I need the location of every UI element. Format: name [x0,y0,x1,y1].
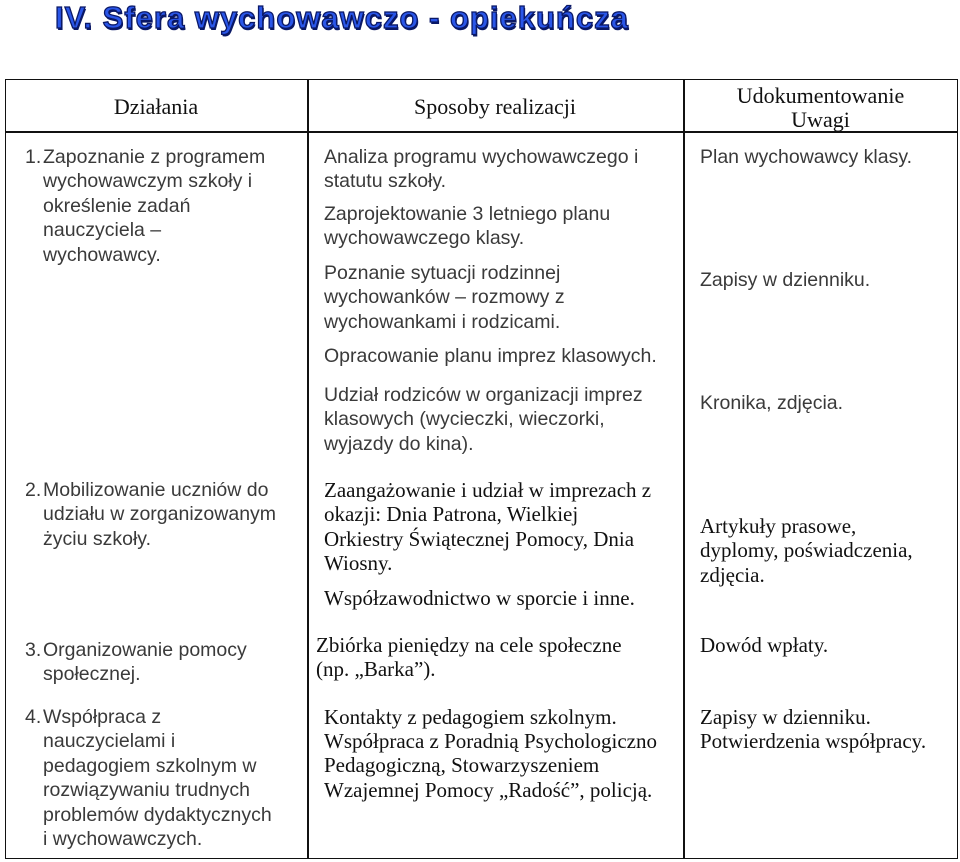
methods-cell [307,132,683,465]
method-item: Zaangażowanie i udział w imprezach z okazji: Dnia Patrona, Wielkiej Orkiestry Świątecznej Pomocy, Dnia Wiosny. [324,478,652,576]
documentation-item: Plan wychowawcy klasy. [700,146,913,168]
action-cell [5,132,307,465]
method-item: Poznanie sytuacji rodzinnej wychowanków – rozmowy z wychowankami i rodzicami. [324,262,565,333]
page-title: IV. Sfera wychowawczo - opiekuńcza [55,0,629,35]
documentation-cell [683,132,958,465]
documentation-cell [683,625,958,695]
method-item: Zbiórka pieniędzy na cele społeczne (np. „Barka”). [316,633,622,682]
method-item: Zaprojektowanie 3 letniego planu wychowawczego klasy. [324,203,611,250]
documentation-item: Zapisy w dzienniku. [700,269,871,291]
documentation-cell [683,695,958,859]
action-description: Mobilizowanie uczniów do udziału w zorganizowanym życiu szkoły. [43,479,277,550]
documentation-item: Potwierdzenia współpracy. [700,729,927,753]
table-row [5,695,958,859]
header-notes: Uwagi [791,107,850,132]
documentation-item: Dowód wpłaty. [700,633,829,657]
header-actions: Działania [113,94,199,119]
action-number: 4. [25,706,42,728]
activities-table [5,79,958,859]
method-item: Udział rodziców w organizacji imprez klasowych (wycieczki, wieczorki, wyjazdy do kina). [324,384,643,455]
documentation-item: Zapisy w dzienniku. [700,705,871,729]
table-header-row [5,79,958,131]
header-cell-documentation [683,79,958,131]
action-description: Zapoznanie z programem wychowawczym szkoły i określenie zadań nauczyciela – wychowawcy. [43,146,266,266]
table-row [5,625,958,695]
method-item: Analiza programu wychowawczego i statutu szkoły. [324,146,639,193]
methods-cell [307,465,683,625]
documentation-cell [683,465,958,625]
methods-cell [307,695,683,859]
documentation-item: Artykuły prasowe, dyplomy, poświadczenia, zdjęcia. [700,514,913,587]
method-item: Opracowanie planu imprez klasowych. [324,345,657,367]
header-cell-methods [307,79,683,131]
action-description: Organizowanie pomocy społecznej. [43,639,247,686]
header-methods: Sposoby realizacji [414,94,576,119]
action-cell [5,465,307,625]
table-row [5,465,958,625]
action-cell [5,625,307,695]
method-item: Współzawodnictwo w sporcie i inne. [324,586,635,610]
methods-cell [307,625,683,695]
method-item: Kontakty z pedagogiem szkolnym. [324,705,617,729]
action-description: Współpraca z nauczycielami i pedagogiem szkolnym w rozwiązywaniu trudnych problemów dydaktycznych i wychowawczych. [43,706,272,851]
action-number: 1. [25,146,42,168]
documentation-item: Kronika, zdjęcia. [700,392,844,414]
header-documentation: Udokumentowanie [736,83,905,108]
action-cell [5,695,307,859]
header-cell-actions [5,79,307,131]
method-item: Współpraca z Poradnią Psychologiczno Pedagogiczną, Stowarzyszeniem Wzajemnej Pomocy „Radość”, policją. [324,729,657,802]
action-number: 3. [25,639,42,661]
table-row [5,132,958,465]
action-number: 2. [25,479,42,501]
